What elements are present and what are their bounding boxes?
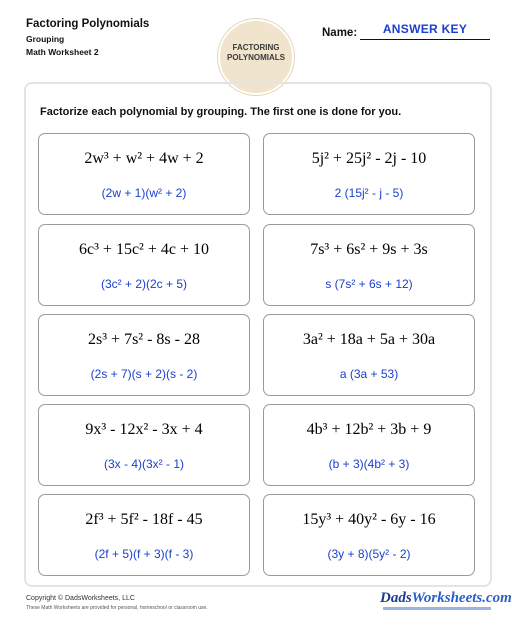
- problem-answer: (b + 3)(4b² + 3): [328, 457, 410, 471]
- problem-answer: (2f + 5)(f + 3)(f - 3): [94, 547, 194, 561]
- worksheet-number: Math Worksheet 2: [26, 47, 99, 57]
- problem-card: [38, 404, 250, 486]
- problem-answer: (2w + 1)(w² + 2): [101, 186, 187, 200]
- problem-card: [38, 224, 250, 306]
- worksheet-title: Factoring Polynomials: [26, 18, 150, 30]
- problem-answer: (3x - 4)(3x² - 1): [103, 457, 184, 471]
- problem-answer: s (7s² + 6s + 12): [325, 277, 413, 291]
- usage-note: These Math Worksheets are provided for personal, homeschool or classroom use.: [26, 605, 208, 611]
- problem-expression: 7s³ + 6s² + 9s + 3s: [310, 241, 428, 258]
- problem-expression: 5j² + 25j² - 2j - 10: [311, 150, 427, 167]
- problem-expression: 2w³ + w² + 4w + 2: [84, 150, 204, 167]
- problem-card: [38, 314, 250, 396]
- problem-card: [263, 224, 475, 306]
- problem-card: [263, 494, 475, 576]
- logo-part-1: Dads: [380, 590, 412, 606]
- logo-underline: [383, 607, 491, 610]
- problem-expression: 2f³ + 5f² - 18f - 45: [85, 511, 203, 528]
- name-label: Name:: [322, 27, 358, 39]
- site-logo: [380, 590, 512, 607]
- answer-key-label: ANSWER KEY: [382, 22, 468, 36]
- problem-expression: 2s³ + 7s² - 8s - 28: [88, 331, 200, 348]
- badge-line-1: FACTORING: [232, 43, 280, 52]
- problem-expression: 3a² + 18a + 5a + 30a: [302, 331, 436, 348]
- name-underline: [360, 39, 490, 40]
- problem-card: [38, 133, 250, 215]
- problem-expression: 6c³ + 15c² + 4c + 10: [79, 241, 209, 258]
- problem-card: [263, 314, 475, 396]
- problem-answer: (3c² + 2)(2c + 5): [100, 277, 188, 291]
- problem-expression: 4b³ + 12b² + 3b + 9: [306, 421, 432, 438]
- instructions: Factorize each polynomial by grouping. The first one is done for you.: [40, 106, 402, 118]
- problem-expression: 15y³ + 40y² - 6y - 16: [302, 511, 436, 528]
- worksheet-subtitle: Grouping: [26, 34, 65, 44]
- logo-part-2: Worksheets.com: [411, 590, 512, 606]
- problem-answer: 2 (15j² - j - 5): [334, 186, 404, 200]
- problem-answer: a (3a + 53): [339, 367, 399, 381]
- problem-expression: 9x³ - 12x² - 3x + 4: [85, 421, 203, 438]
- problem-card: [263, 404, 475, 486]
- problem-card: [38, 494, 250, 576]
- badge-line-2: POLYNOMIALS: [227, 53, 285, 62]
- problem-answer: (2s + 7)(s + 2)(s - 2): [90, 367, 198, 381]
- copyright-text: Copyright © DadsWorksheets, LLC: [26, 595, 135, 602]
- problem-card: [263, 133, 475, 215]
- problem-answer: (3y + 8)(5y² - 2): [327, 547, 411, 561]
